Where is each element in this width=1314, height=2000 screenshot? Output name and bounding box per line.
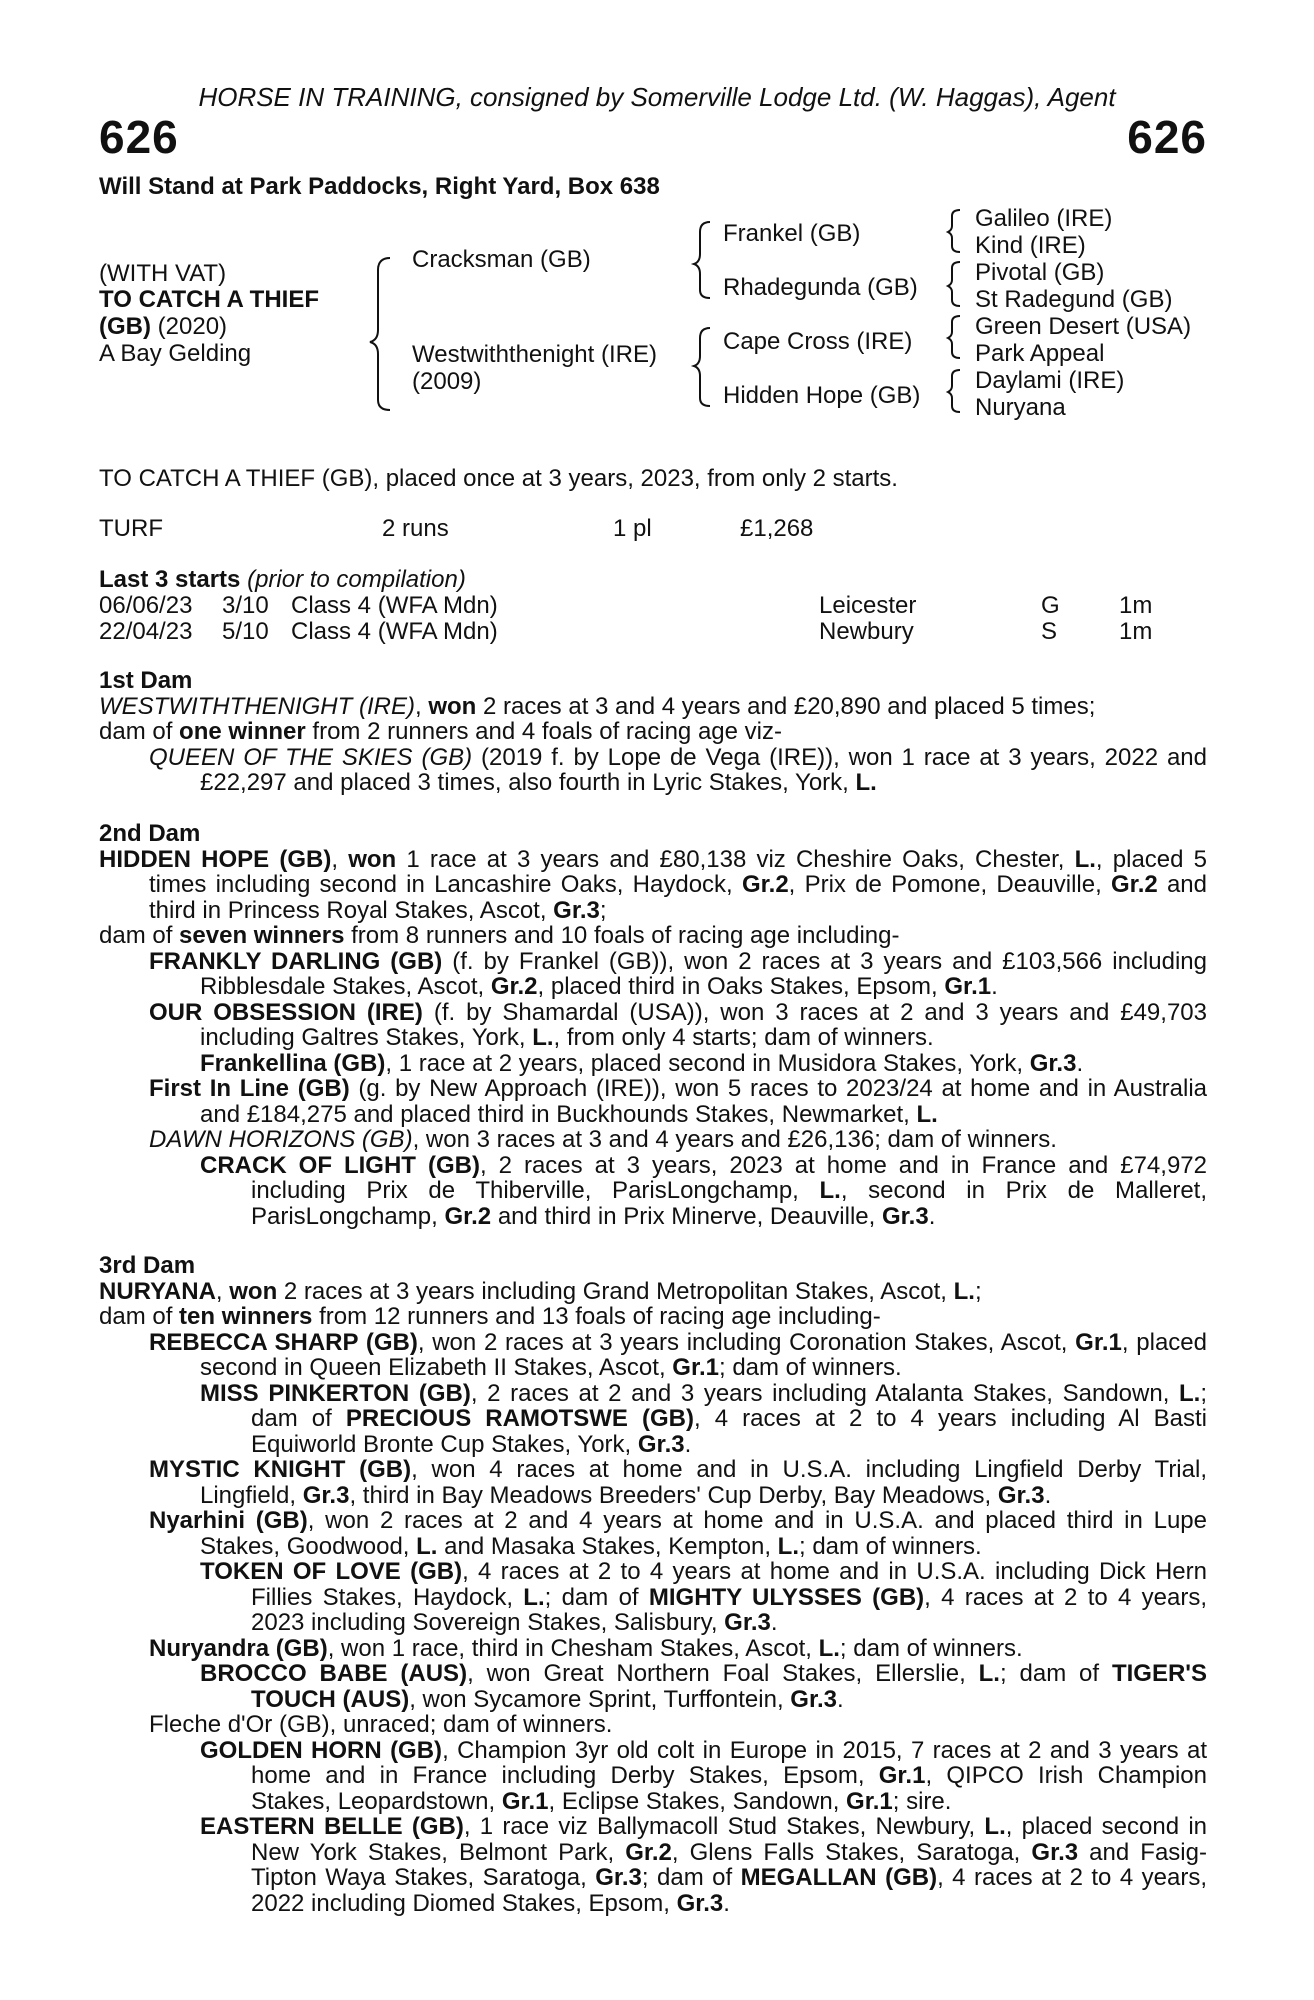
first-dam-section xyxy=(99,668,1207,796)
second-dam-section xyxy=(99,821,1207,1229)
pedigree-dam-dam: Hidden Hope (GB) xyxy=(723,382,921,409)
vat-note: (WITH VAT) xyxy=(99,260,227,287)
start-row-going: S xyxy=(1041,618,1058,645)
start-row-date: 06/06/23 xyxy=(99,592,193,619)
pedigree-sire-sire: Frankel (GB) xyxy=(723,220,861,247)
third-dam-section xyxy=(99,1253,1207,1916)
last-starts-heading: Last 3 starts (prior to compilation) xyxy=(99,566,466,593)
pedigree-g3-5: Green Desert (USA) xyxy=(975,313,1192,340)
second-dam-produce-summary: dam of seven winners from 8 runners and 10 foals of racing age including- xyxy=(99,922,900,949)
progeny-entry: Fleche d'Or (GB), unraced; dam of winners. xyxy=(149,1711,613,1738)
third-dam-heading: 3rd Dam xyxy=(99,1252,196,1279)
lot-number-left: 626 xyxy=(99,111,179,163)
third-dam-record: NURYANA, won 2 races at 3 years including Grand Metropolitan Stakes, Ascot, L.; xyxy=(99,1277,982,1305)
progeny-entry: REBECCA SHARP (GB), won 2 races at 3 years including Coronation Stakes, Ascot, Gr.1, placed second in Queen Elizabeth II Stakes, Ascot, Gr.1; dam of winners. xyxy=(149,1328,1207,1381)
stand-location: Will Stand at Park Paddocks, Right Yard, Box 638 xyxy=(99,173,660,200)
start-row-going: G xyxy=(1041,592,1060,619)
pedigree-g3-7: Daylami (IRE) xyxy=(975,367,1125,394)
pedigree-g3-8: Nuryana xyxy=(975,394,1066,421)
progeny-entry: GOLDEN HORN (GB), Champion 3yr old colt in Europe in 2015, 7 races at 2 and 3 years at home and in France including Derby Stakes, Epsom, Gr.1, QIPCO Irish Champion Stakes, Leopardstown, Gr.1, Eclipse Stakes, Sandown, Gr.1; sire. xyxy=(200,1736,1208,1815)
pedigree-g3-6: Park Appeal xyxy=(975,340,1105,367)
pedigree-g3-2: Kind (IRE) xyxy=(975,232,1086,259)
progeny-entry: Nuryandra (GB), won 1 race, third in Chesham Stakes, Ascot, L.; dam of winners. xyxy=(149,1634,1023,1662)
pedigree-dam-year: (2009) xyxy=(412,368,482,395)
second-dam-record: HIDDEN HOPE (GB), won 1 race at 3 years and £80,138 viz Cheshire Oaks, Chester, L., placed 5 times including second in Lancashire Oaks, Haydock, Gr.2, Prix de Pomone, Deauville, Gr.2 and third in Princess Royal Stakes, Ascot, Gr.3; xyxy=(99,845,1208,924)
horse-origin-year: (GB) (2020) xyxy=(99,313,228,340)
horse-description: A Bay Gelding xyxy=(99,340,252,367)
start-row-distance: 1m xyxy=(1119,592,1153,619)
record-runs: 2 runs xyxy=(382,515,449,542)
race-summary: TO CATCH A THIEF (GB), placed once at 3 years, 2023, from only 2 starts. xyxy=(99,465,898,492)
pedigree-g3-3: Pivotal (GB) xyxy=(975,259,1105,286)
progeny-entry: MISS PINKERTON (GB), 2 races at 2 and 3 years including Atalanta Stakes, Sandown, L.; dam of PRECIOUS RAMOTSWE (GB), 4 races at 2 to 4 years including Al Basti Equiworld Bronte Cup Stakes, York, Gr.3. xyxy=(200,1379,1208,1458)
start-row-course: Leicester xyxy=(819,592,917,619)
start-row-position: 5/10 xyxy=(222,618,269,645)
lot-number-right: 626 xyxy=(1127,111,1207,163)
start-row-race: Class 4 (WFA Mdn) xyxy=(291,592,498,619)
record-surface: TURF xyxy=(99,515,163,542)
first-dam-produce-summary: dam of one winner from 2 runners and 4 foals of racing age viz- xyxy=(99,718,782,745)
progeny-entry: CRACK OF LIGHT (GB), 2 races at 3 years, 2023 at home and in France and £74,972 including Prix de Thiberville, ParisLongchamp, L., second in Prix de Malleret, ParisLongchamp, Gr.2 and third in Prix Minerve, Deauville, Gr.3. xyxy=(200,1151,1207,1230)
progeny-entry: TOKEN OF LOVE (GB), 4 races at 2 to 4 years at home and in U.S.A. including Dick Hern Fillies Stakes, Haydock, L.; dam of MIGHTY ULYSSES (GB), 4 races at 2 to 4 years, 2023 including Sovereign Stakes, Salisbury, Gr.3. xyxy=(200,1558,1208,1636)
progeny-entry: FRANKLY DARLING (GB) (f. by Frankel (GB)), won 2 races at 3 years and £103,566 including Ribblesdale Stakes, Ascot, Gr.2, placed third in Oaks Stakes, Epsom, Gr.1. xyxy=(149,947,1207,1000)
progeny-entry: EASTERN BELLE (GB), 1 race viz Ballymacoll Stud Stakes, Newbury, L., placed second in New York Stakes, Belmont Park, Gr.2, Glens Falls Stakes, Saratoga, Gr.3 and Fasig-Tipton Waya Stakes, Saratoga, Gr.3; dam of MEGALLAN (GB), 4 races at 2 to 4 years, 2022 including Diomed Stakes, Epsom, Gr.3. xyxy=(200,1813,1208,1917)
pedigree-dam: Westwiththenight (IRE) xyxy=(412,341,657,368)
third-dam-produce-summary: dam of ten winners from 12 runners and 13 foals of racing age including- xyxy=(99,1303,881,1330)
progeny-entry: First In Line (GB) (g. by New Approach (IRE)), won 5 races to 2023/24 at home and in Australia and £184,275 and placed third in Buckhounds Stakes, Newmarket, L. xyxy=(149,1075,1207,1128)
start-row-race: Class 4 (WFA Mdn) xyxy=(291,618,498,645)
progeny-entry: Nyarhini (GB), won 2 races at 2 and 4 years at home and in U.S.A. and placed third in Lupe Stakes, Goodwood, L. and Masaka Stakes, Kempton, L.; dam of winners. xyxy=(149,1507,1208,1560)
progeny-entry: OUR OBSESSION (IRE) (f. by Shamardal (USA)), won 3 races at 2 and 3 years and £49,703 including Galtres Stakes, York, L., from only 4 starts; dam of winners. xyxy=(149,998,1207,1051)
first-dam-record: WESTWITHTHENIGHT (IRE), won 2 races at 3 and 4 years and £20,890 and placed 5 times; xyxy=(99,692,1096,720)
start-row-position: 3/10 xyxy=(222,592,269,619)
pedigree-sire: Cracksman (GB) xyxy=(412,246,591,273)
first-dam-heading: 1st Dam xyxy=(99,667,193,694)
progeny-entry: Frankellina (GB), 1 race at 2 years, placed second in Musidora Stakes, York, Gr.3. xyxy=(200,1049,1084,1077)
start-row-date: 22/04/23 xyxy=(99,618,193,645)
pedigree-g3-1: Galileo (IRE) xyxy=(975,205,1113,232)
progeny-entry: DAWN HORIZONS (GB), won 3 races at 3 and 4 years and £26,136; dam of winners. xyxy=(149,1126,1057,1153)
consignor-line: HORSE IN TRAINING, consigned by Somerville Lodge Ltd. (W. Haggas), Agent xyxy=(198,82,1116,112)
pedigree-dam-sire: Cape Cross (IRE) xyxy=(723,328,913,355)
start-row-course: Newbury xyxy=(819,618,914,645)
first-dam-progeny: QUEEN OF THE SKIES (GB) (2019 f. by Lope de Vega (IRE)), won 1 race at 3 years, 2022 and £22,297 and placed 3 times, also fourth in Lyric Stakes, York, L. xyxy=(149,743,1207,796)
record-placed: 1 pl xyxy=(613,515,652,542)
start-row-distance: 1m xyxy=(1119,618,1153,645)
record-earnings: £1,268 xyxy=(740,515,814,542)
pedigree-g3-4: St Radegund (GB) xyxy=(975,286,1173,313)
pedigree-sire-dam: Rhadegunda (GB) xyxy=(723,274,918,301)
second-dam-heading: 2nd Dam xyxy=(99,820,201,847)
progeny-entry: BROCCO BABE (AUS), won Great Northern Foal Stakes, Ellerslie, L.; dam of TIGER'S TOUCH (AUS), won Sycamore Sprint, Turffontein, Gr.3. xyxy=(200,1660,1208,1713)
progeny-entry: MYSTIC KNIGHT (GB), won 4 races at home and in U.S.A. including Lingfield Derby Trial, Lingfield, Gr.3, third in Bay Meadows Breeders' Cup Derby, Bay Meadows, Gr.3. xyxy=(149,1456,1207,1509)
horse-name: TO CATCH A THIEF xyxy=(99,286,319,313)
